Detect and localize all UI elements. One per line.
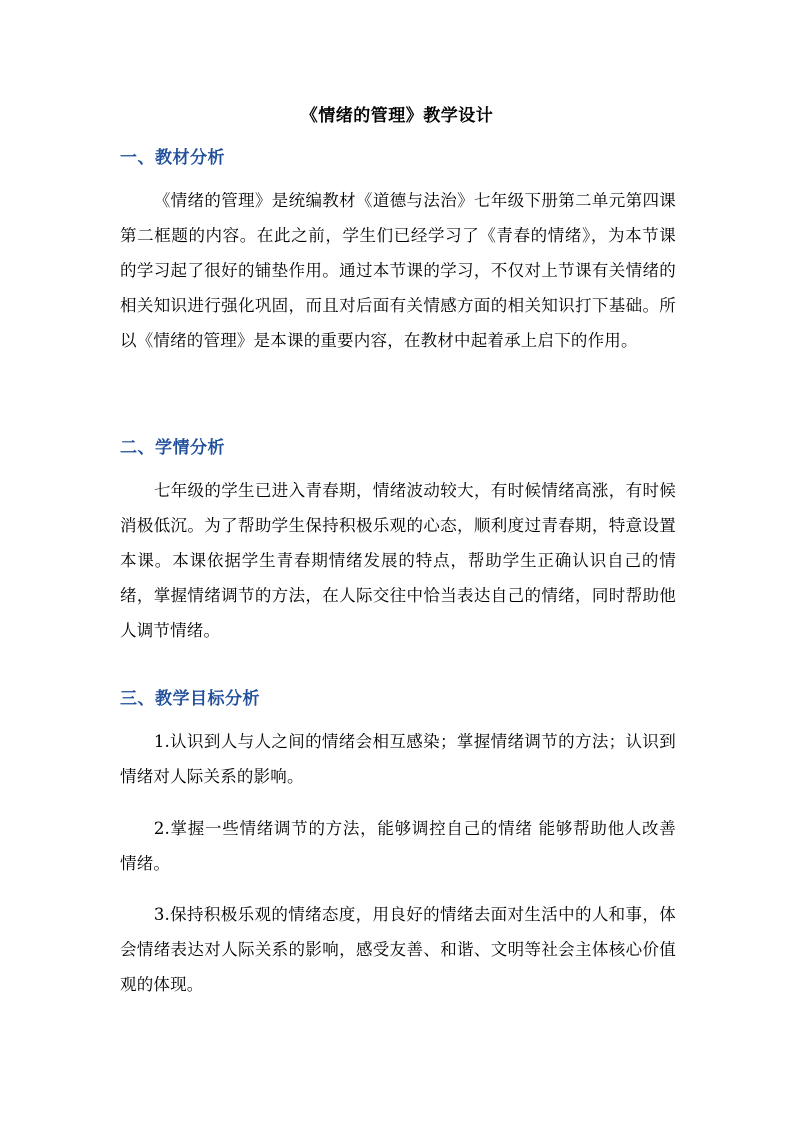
paragraph-goal-2: 2.掌握一些情绪调节的方法，能够调控自己的情绪 能够帮助他人改善情绪。 — [120, 819, 676, 873]
paragraph-textbook-analysis: 《情绪的管理》是统编教材《道德与法治》七年级下册第二单元第四课第二框题的内容。在此之前，学生们已经学习了《青春的情绪》，为本节课的学习起了很好的铺垫作用。通过本节课的学习，不仅对上节课有关情绪的相关知识进行强化巩固，而且对后面有关情感方面的相关知识打下基础。所以《情绪的管理》是本课的重要内容，在教材中起着承上启下的作用。 — [120, 191, 676, 350]
section-heading-teaching-goals: 三、教学目标分析 — [120, 689, 260, 709]
paragraph-student-analysis: 七年级的学生已进入青春期，情绪波动较大，有时候情绪高涨，有时候消极低沉。为了帮助学生保持积极乐观的心态，顺利度过青春期，特意设置本课。本课依据学生青春期情绪发展的特点，帮助学生正确认识自己的情绪，掌握情绪调节的方法，在人际交往中恰当表达自己的情绪，同时帮助他人调节情绪。 — [120, 481, 676, 640]
paragraph-goal-1: 1.认识到人与人之间的情绪会相互感染；掌握情绪调节的方法；认识到情绪对人际关系的影响。 — [120, 732, 676, 786]
document-title: 《情绪的管理》教学设计 — [300, 106, 494, 126]
section-heading-student-analysis: 二、学情分析 — [120, 438, 225, 458]
paragraph-goal-3: 3.保持积极乐观的情绪态度，用良好的情绪去面对生活中的人和事，体会情绪表达对人际关系的影响，感受友善、和谐、文明等社会主体核心价值观的体现。 — [120, 905, 676, 994]
section-heading-textbook-analysis: 一、教材分析 — [120, 148, 225, 168]
